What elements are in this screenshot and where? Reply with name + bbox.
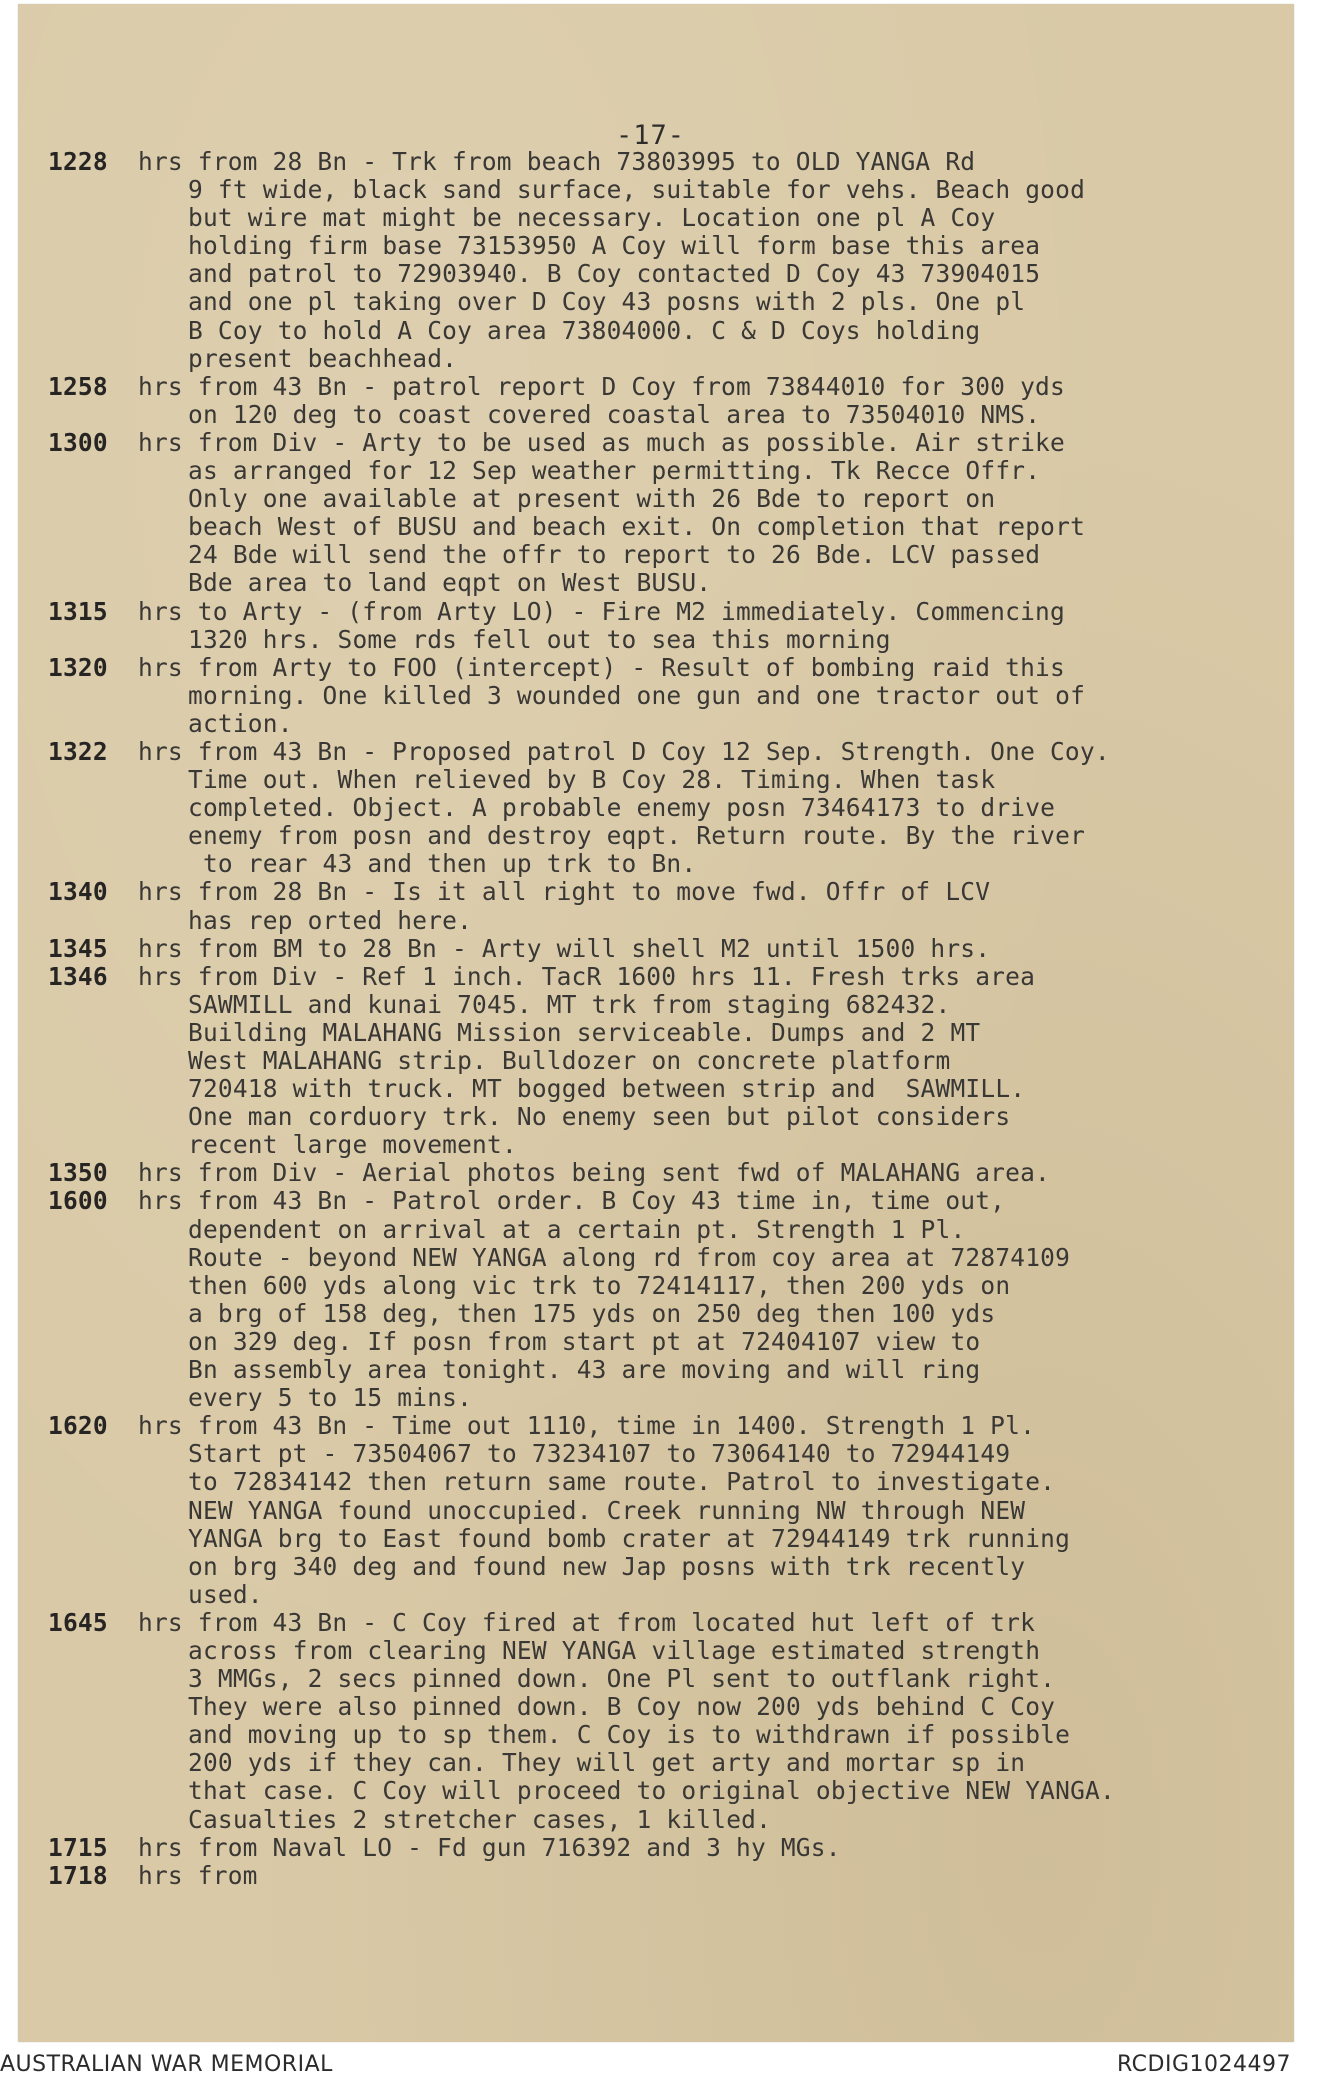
entry-line: Bde area to land eqpt on West BUSU. bbox=[188, 568, 712, 598]
entry-text bbox=[138, 429, 1273, 598]
entry-time: 1350 bbox=[48, 1158, 108, 1188]
entry-line: on brg 340 deg and found new Jap posns with trk recently bbox=[188, 1551, 1026, 1581]
log-entries bbox=[48, 148, 1273, 1890]
entry-line: morning. One killed 3 wounded one gun and one tractor out of bbox=[188, 680, 1086, 710]
footer-reference-id: RCDIG1024497 bbox=[1116, 2052, 1291, 2077]
entry-text bbox=[138, 654, 1273, 738]
log-entry bbox=[48, 878, 1273, 934]
entry-text bbox=[138, 738, 1273, 878]
entry-text bbox=[138, 1187, 1273, 1412]
entry-line: 9 ft wide, black sand surface, suitable for vehs. Beach good bbox=[188, 175, 1086, 205]
entry-line: hrs from bbox=[138, 1860, 258, 1890]
log-entry bbox=[48, 1187, 1273, 1412]
page-number: -17- bbox=[616, 120, 686, 151]
entry-line: beach West of BUSU and beach exit. On completion that report bbox=[188, 512, 1086, 542]
entry-line: across from clearing NEW YANGA village estimated strength bbox=[188, 1635, 1041, 1665]
entry-line: enemy from posn and destroy eqpt. Return route. By the river bbox=[188, 821, 1086, 851]
entry-line: Bn assembly area tonight. 43 are moving and will ring bbox=[188, 1355, 981, 1385]
entry-line: SAWMILL and kunai 7045. MT trk from staging 682432. bbox=[188, 989, 951, 1019]
entry-time: 1718 bbox=[48, 1860, 108, 1890]
entry-line: on 120 deg to coast covered coastal area to 73504010 NMS. bbox=[188, 399, 1041, 429]
entry-line: hrs from 43 Bn - C Coy fired at from located hut left of trk bbox=[138, 1607, 1036, 1637]
entry-text bbox=[138, 1609, 1273, 1834]
entry-line: a brg of 158 deg, then 175 yds on 250 deg then 100 yds bbox=[188, 1298, 996, 1328]
entry-line: hrs from BM to 28 Bn - Arty will shell M2 until 1500 hrs. bbox=[138, 933, 991, 963]
entry-time: 1645 bbox=[48, 1607, 108, 1637]
entry-line: 3 MMGs, 2 secs pinned down. One Pl sent to outflank right. bbox=[188, 1664, 1056, 1694]
entry-line: hrs from Div - Ref 1 inch. TacR 1600 hrs 11. Fresh trks area bbox=[138, 961, 1036, 991]
entry-time: 1715 bbox=[48, 1832, 108, 1862]
log-entry bbox=[48, 1159, 1273, 1187]
entry-line: to rear 43 and then up trk to Bn. bbox=[188, 849, 697, 879]
entry-text bbox=[138, 148, 1273, 373]
entry-line: hrs from 43 Bn - Time out 1110, time in 1400. Strength 1 Pl. bbox=[138, 1411, 1036, 1441]
entry-line: then 600 yds along vic trk to 72414117, then 200 yds on bbox=[188, 1270, 1011, 1300]
log-entry bbox=[48, 1609, 1273, 1834]
entry-text bbox=[138, 1862, 1273, 1890]
entry-line: and one pl taking over D Coy 43 posns with 2 pls. One pl bbox=[188, 287, 1026, 317]
entry-text bbox=[138, 963, 1273, 1160]
entry-line: hrs from Arty to FOO (intercept) - Result of bombing raid this bbox=[138, 652, 1065, 682]
entry-line: every 5 to 15 mins. bbox=[188, 1383, 473, 1413]
entry-line: 1320 hrs. Some rds fell out to sea this morning bbox=[188, 624, 891, 654]
log-entry bbox=[48, 963, 1273, 1160]
entry-line: 24 Bde will send the offr to report to 26 Bde. LCV passed bbox=[188, 540, 1041, 570]
entry-time: 1340 bbox=[48, 877, 108, 907]
entry-line: NEW YANGA found unoccupied. Creek running NW through NEW bbox=[188, 1495, 1026, 1525]
entry-text bbox=[138, 878, 1273, 934]
entry-line: YANGA brg to East found bomb crater at 72944149 trk running bbox=[188, 1523, 1071, 1553]
entry-line: hrs from 43 Bn - Patrol order. B Coy 43 time in, time out, bbox=[138, 1186, 1006, 1216]
entry-line: hrs from 28 Bn - Trk from beach 73803995 to OLD YANGA Rd bbox=[138, 147, 976, 176]
entry-line: hrs from Naval LO - Fd gun 716392 and 3 hy MGs. bbox=[138, 1832, 841, 1862]
entry-line: action. bbox=[188, 708, 293, 738]
entry-time: 1258 bbox=[48, 371, 108, 401]
entry-line: holding firm base 73153950 A Coy will form base this area bbox=[188, 231, 1041, 261]
entry-text bbox=[138, 1159, 1273, 1187]
entry-line: hrs from 43 Bn - Proposed patrol D Coy 12 Sep. Strength. One Coy. bbox=[138, 736, 1110, 766]
entry-line: hrs from 28 Bn - Is it all right to move fwd. Offr of LCV bbox=[138, 877, 991, 907]
entry-line: Time out. When relieved by B Coy 28. Timing. When task bbox=[188, 765, 996, 795]
entry-line: recent large movement. bbox=[188, 1130, 517, 1160]
entry-time: 1300 bbox=[48, 427, 108, 457]
entry-line: Casualties 2 stretcher cases, 1 killed. bbox=[188, 1804, 772, 1834]
entry-time: 1345 bbox=[48, 933, 108, 963]
log-entry bbox=[48, 429, 1273, 598]
log-entry bbox=[48, 148, 1273, 373]
log-entry bbox=[48, 935, 1273, 963]
entry-text bbox=[138, 1412, 1273, 1609]
log-entry bbox=[48, 1862, 1273, 1890]
entry-line: used. bbox=[188, 1579, 263, 1609]
entry-time: 1322 bbox=[48, 736, 108, 766]
entry-line: but wire mat might be necessary. Location one pl A Coy bbox=[188, 203, 996, 233]
entry-time: 1228 bbox=[48, 147, 108, 176]
log-entry bbox=[48, 738, 1273, 878]
entry-line: They were also pinned down. B Coy now 200 yds behind C Coy bbox=[188, 1692, 1056, 1722]
entry-line: and moving up to sp them. C Coy is to withdrawn if possible bbox=[188, 1720, 1071, 1750]
entry-line: hrs from Div - Aerial photos being sent fwd of MALAHANG area. bbox=[138, 1158, 1050, 1188]
entry-line: hrs to Arty - (from Arty LO) - Fire M2 immediately. Commencing bbox=[138, 596, 1065, 626]
entry-line: has rep orted here. bbox=[188, 905, 473, 935]
document-page bbox=[18, 4, 1294, 2042]
entry-line: dependent on arrival at a certain pt. Strength 1 Pl. bbox=[188, 1214, 966, 1244]
entry-time: 1320 bbox=[48, 652, 108, 682]
entry-line: Start pt - 73504067 to 73234107 to 73064140 to 72944149 bbox=[188, 1439, 1011, 1469]
entry-line: as arranged for 12 Sep weather permitting. Tk Recce Offr. bbox=[188, 456, 1041, 486]
entry-line: Building MALAHANG Mission serviceable. Dumps and 2 MT bbox=[188, 1017, 981, 1047]
entry-line: present beachhead. bbox=[188, 343, 458, 373]
entry-text bbox=[138, 1834, 1273, 1862]
entry-text bbox=[138, 373, 1273, 429]
entry-line: Only one available at present with 26 Bde to report on bbox=[188, 484, 996, 514]
entry-text bbox=[138, 598, 1273, 654]
entry-time: 1600 bbox=[48, 1186, 108, 1216]
entry-line: that case. C Coy will proceed to original objective NEW YANGA. bbox=[188, 1776, 1115, 1806]
log-entry bbox=[48, 1412, 1273, 1609]
log-entry bbox=[48, 598, 1273, 654]
entry-line: to 72834142 then return same route. Patrol to investigate. bbox=[188, 1467, 1056, 1497]
entry-line: West MALAHANG strip. Bulldozer on concrete platform bbox=[188, 1046, 951, 1075]
footer-credit: AUSTRALIAN WAR MEMORIAL bbox=[0, 2052, 333, 2077]
log-entry bbox=[48, 654, 1273, 738]
entry-time: 1620 bbox=[48, 1411, 108, 1441]
entry-line: completed. Object. A probable enemy posn 73464173 to drive bbox=[188, 793, 1056, 823]
entry-line: hrs from Div - Arty to be used as much as possible. Air strike bbox=[138, 427, 1065, 457]
entry-line: and patrol to 72903940. B Coy contacted D Coy 43 73904015 bbox=[188, 259, 1041, 289]
entry-line: Route - beyond NEW YANGA along rd from coy area at 72874109 bbox=[188, 1242, 1071, 1272]
entry-line: on 329 deg. If posn from start pt at 72404107 view to bbox=[188, 1326, 981, 1356]
entry-time: 1346 bbox=[48, 961, 108, 991]
entry-line: One man corduory trk. No enemy seen but pilot considers bbox=[188, 1102, 1011, 1132]
entry-line: hrs from 43 Bn - patrol report D Coy from 73844010 for 300 yds bbox=[138, 371, 1065, 401]
entry-line: 720418 with truck. MT bogged between strip and SAWMILL. bbox=[188, 1074, 1026, 1104]
entry-line: B Coy to hold A Coy area 73804000. C & D Coys holding bbox=[188, 315, 981, 345]
entry-text bbox=[138, 935, 1273, 963]
entry-time: 1315 bbox=[48, 596, 108, 626]
log-entry bbox=[48, 1834, 1273, 1862]
entry-line: 200 yds if they can. They will get arty and mortar sp in bbox=[188, 1748, 1026, 1778]
log-entry bbox=[48, 373, 1273, 429]
